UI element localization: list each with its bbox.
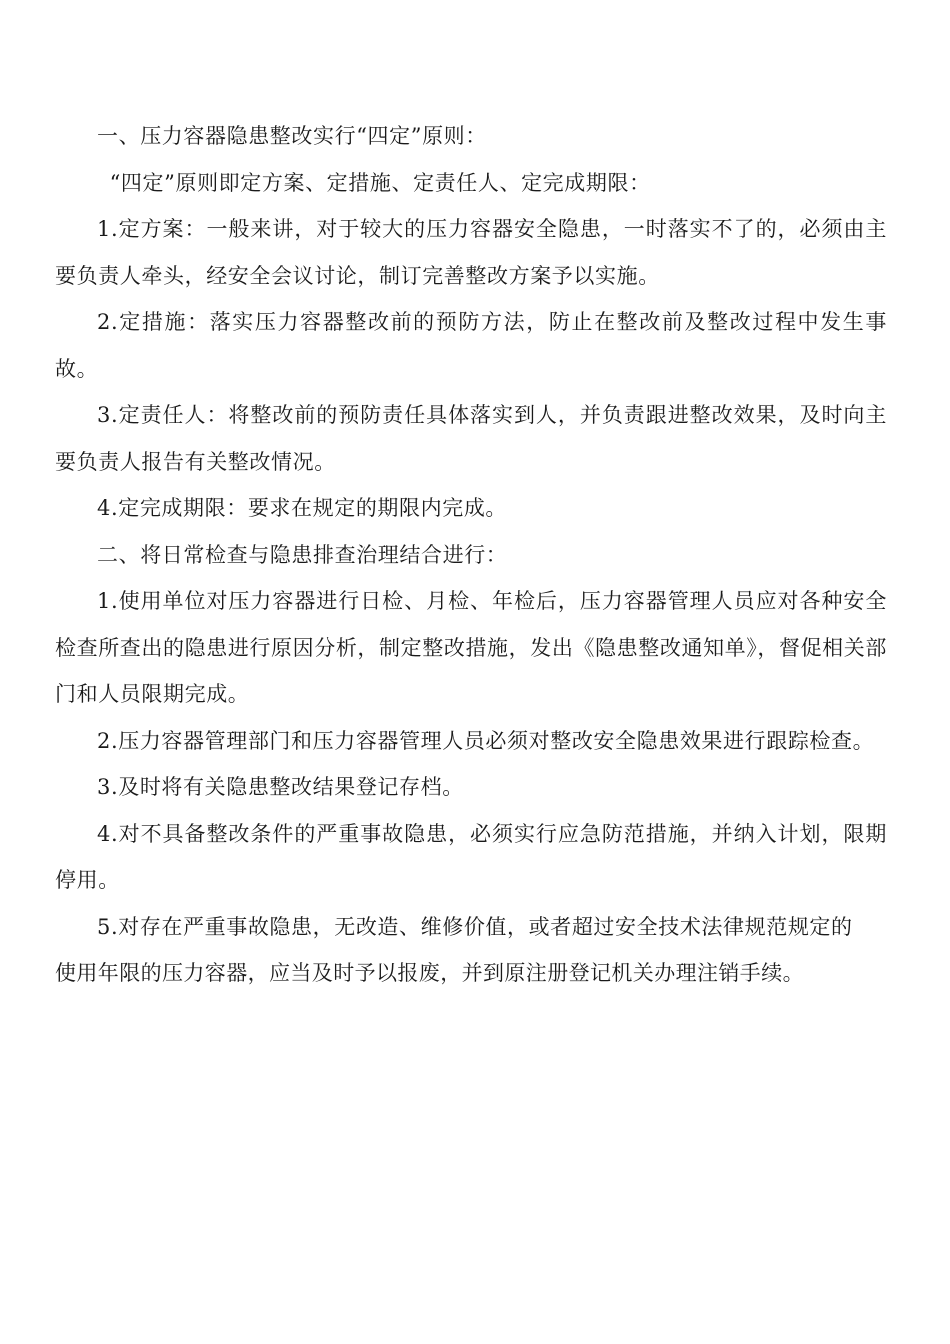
paragraph-check-5: 5.对存在严重事故隐患，无改造、维修价值，或者超过安全技术法律规范规定的 <box>97 914 853 939</box>
section-heading-2: 二、将日常检查与隐患排查治理结合进行： <box>97 542 508 567</box>
paragraph-check-2: 2.压力容器管理部门和压力容器管理人员必须对整改安全隐患效果进行跟踪检查。 <box>97 728 875 753</box>
paragraph-item-2: 2.定措施：落实压力容器整改前的预防方法，防止在整改前及整改过程中发生事故。 <box>55 310 887 381</box>
paragraph-check-5-continuation: 使用年限的压力容器，应当及时予以报废，并到原注册登记机关办理注销手续。 <box>55 961 804 985</box>
paragraph-item-4: 4.定完成期限：要求在规定的期限内完成。 <box>97 496 508 520</box>
paragraph-check-1: 1.使用单位对压力容器进行日检、月检、年检后，压力容器管理人员应对各种安全检查所查出的隐患进行原因分析，制定整改措施，发出《隐患整改通知单》，督促相关部门和人员限期完成。 <box>55 589 887 706</box>
document-body <box>55 113 887 997</box>
section-heading-1: 一、压力容器隐患整改实行“四定”原则： <box>97 124 487 148</box>
paragraph-check-3: 3.及时将有关隐患整改结果登记存档。 <box>97 775 464 799</box>
paragraph-item-1: 1.定方案：一般来讲，对于较大的压力容器安全隐患，一时落实不了的，必须由主要负责人牵头，经安全会议讨论，制订完善整改方案予以实施。 <box>55 217 887 288</box>
paragraph-item-3: 3.定责任人：将整改前的预防责任具体落实到人，并负责跟进整改效果，及时向主要负责人报告有关整改情况。 <box>55 403 887 474</box>
paragraph-four-principles: “四定”原则即定方案、定措施、定责任人、定完成期限： <box>109 170 651 195</box>
paragraph-check-4: 4.对不具备整改条件的严重事故隐患，必须实行应急防范措施，并纳入计划，限期停用。 <box>55 821 887 892</box>
